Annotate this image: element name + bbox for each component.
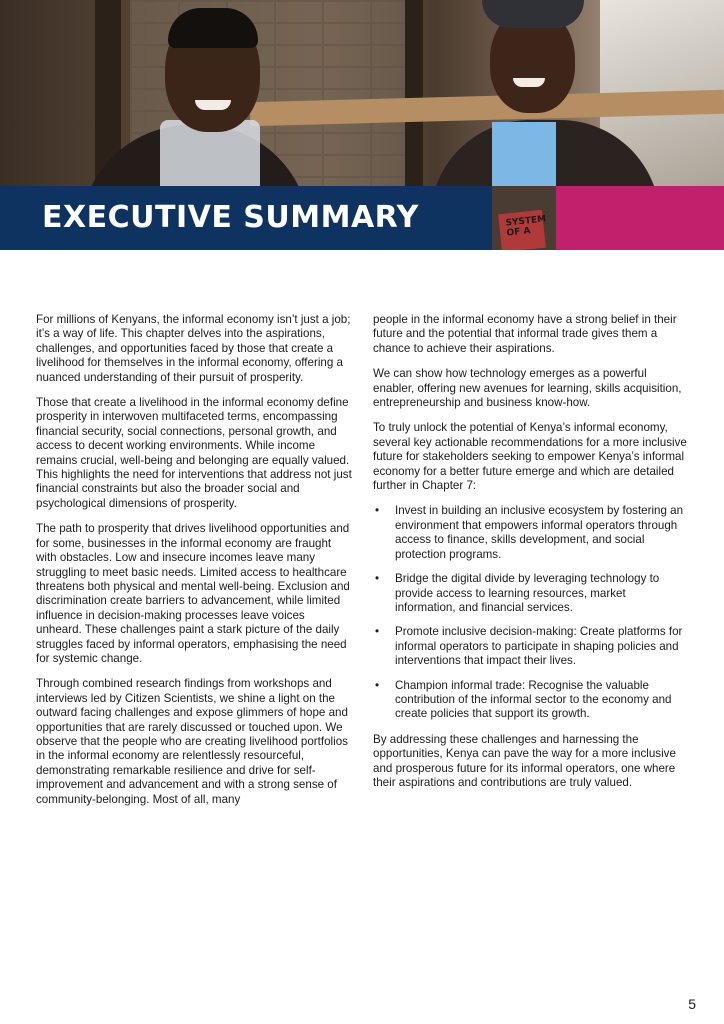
right-column — [373, 313, 689, 801]
bullet: • — [375, 678, 380, 692]
list-item — [373, 625, 689, 668]
list-item — [373, 572, 689, 615]
page-number: 5 — [688, 996, 696, 1012]
recommendations-list — [373, 504, 689, 721]
decorative-block-magenta — [556, 186, 724, 250]
paragraph: To truly unlock the potential of Kenya’s informal economy, several key actionable recommendations for a more inclusive future for stakeholders seeking to empower Kenya’s informal economy for a better future emerge and which are detailed further in Chapter 7: — [373, 421, 687, 493]
list-item-text: Promote inclusive decision-making: Create platforms for informal operators to participate in shaping policies and interventions that impact their lives. — [395, 625, 683, 668]
paragraph: people in the informal economy have a strong belief in their future and the potential that informal trade gives them a chance to achieve their aspirations. — [373, 313, 677, 355]
list-item-text: Invest in building an inclusive ecosystem by fostering an environment that empowers informal operators through access to finance, skills development, and social protection programs. — [395, 504, 684, 561]
list-item-text: Champion informal trade: Recognise the valuable contribution of the informal sector to the economy and create policies that support its growth. — [395, 678, 672, 721]
person-left-hair — [168, 8, 258, 48]
paragraph: The path to prosperity that drives livelihood opportunities and for some, businesses in the informal economy are fraught with obstacles. Low and insecure incomes leave many struggling to meet basic needs. Limited access to healthcare threatens both physical and mental well-being. Exclusion and discrimination create barriers to advancement, while limited influence in decision-making processes leave voices unheard. These challenges paint a stark picture of the daily struggles faced by informal operators, emphasising the need for systemic change. — [36, 522, 350, 665]
wooden-post — [405, 0, 423, 190]
bullet: • — [375, 625, 380, 639]
poster-text: SYSTEM OF A — [505, 214, 547, 239]
page-title: EXECUTIVE SUMMARY — [42, 200, 419, 235]
list-item-text: Bridge the digital divide by leveraging technology to provide access to learning resources, market information, and financial services. — [395, 572, 660, 614]
bullet: • — [375, 572, 380, 586]
paragraph: Through combined research findings from workshops and interviews led by Citizen Scientists, we shine a light on the outward facing challenges and expose glimmers of hope and opportunities that are rarely discussed or touched upon. We observe that the people who are creating livelihood portfolios in the informal economy are relentlessly resourceful, demonstrating remarkable resilience and drive for self-improvement and advancement and with a strong sense of community-belonging. Most of all, many — [36, 677, 348, 806]
paragraph: By addressing these challenges and harnessing the opportunities, Kenya can pave the way for a more inclusive and prosperous future for its informal operators, one where their aspirations and contributions are truly valued. — [373, 732, 676, 789]
decorative-square-blue — [492, 122, 556, 186]
paragraph: Those that create a livelihood in the informal economy define prosperity in interwoven multifaceted terms, encompassing financial security, social connections, personal growth, and access to decent working environments. While income remains crucial, well-being and belonging are equally valued. This highlights the need for interventions that address not just financial constraints but also the broader social and psychological dimensions of prosperity. — [36, 396, 352, 510]
list-item — [373, 679, 689, 722]
decorative-square-photo — [492, 186, 556, 250]
paragraph: We can show how technology emerges as a powerful enabler, offering new avenues for learning, skills acquisition, entrepreneurship and business know-how. — [373, 367, 682, 410]
list-item — [373, 504, 689, 562]
paragraph: For millions of Kenyans, the informal economy isn’t just a job; it’s a way of life. This chapter delves into the aspirations, challenges, and opportunities faced by those that create a livelihood for themselves in the informal economy, offering a nuanced understanding of their pursuit of prosperity. — [36, 313, 351, 384]
cap — [482, 0, 584, 28]
left-column — [36, 313, 352, 818]
smile — [513, 78, 545, 87]
bullet: • — [375, 504, 380, 518]
smile — [195, 100, 231, 110]
